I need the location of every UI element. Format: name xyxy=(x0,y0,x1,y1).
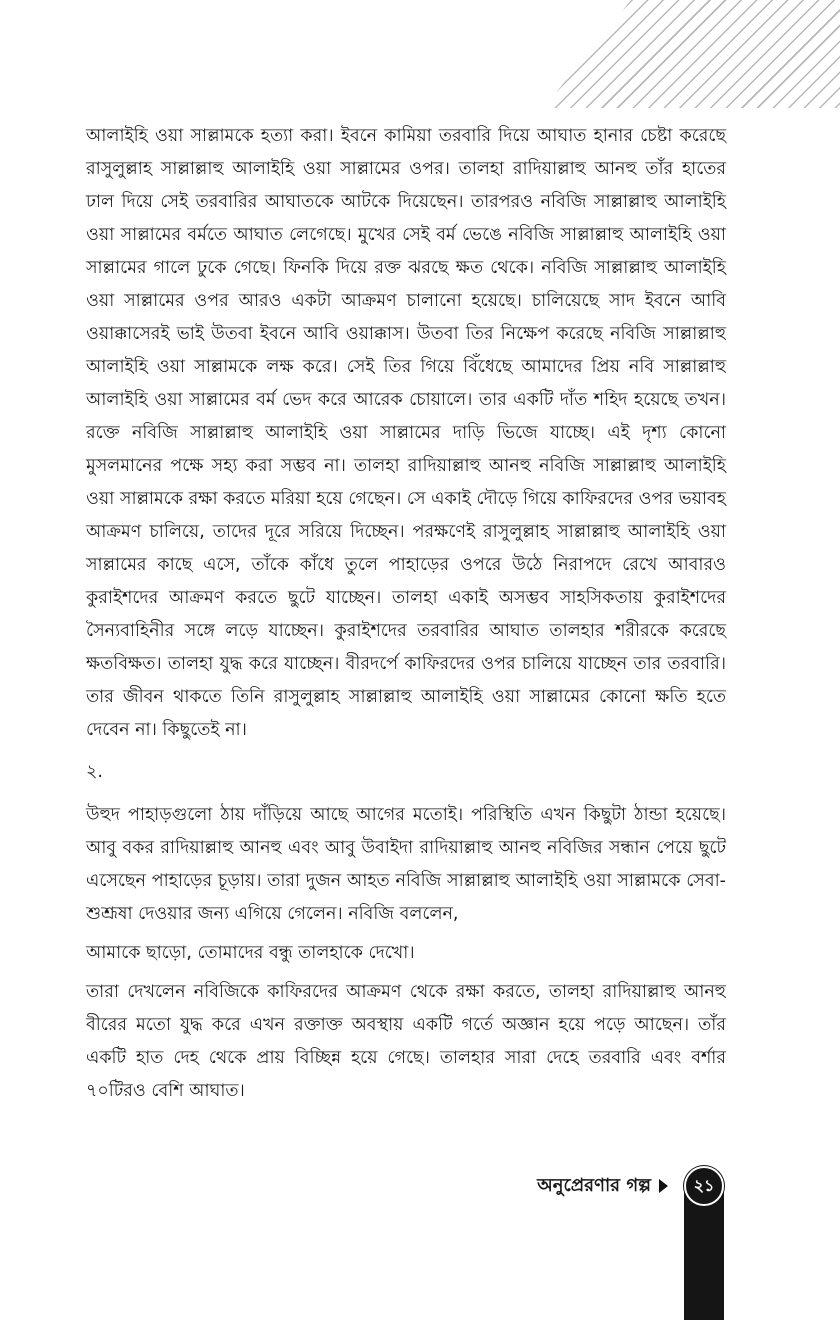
body-text xyxy=(86,120,726,1108)
triangle-right-icon xyxy=(659,1179,668,1193)
book-title: অনুপ্রেরণার গল্প xyxy=(537,1175,651,1196)
page-number: ২১ xyxy=(684,1166,724,1206)
section-number: ২. xyxy=(86,762,103,782)
paragraph: তারা দেখলেন নবিজিকে কাফিরদের আক্রমণ থেকে রক্ষা করতে, তালহা রাদিয়াল্লাহু আনহু বীরের মতো যুদ্ধ করে এখন রক্তাক্ত অবস্থায় একটি গর্তে অজ্ঞান হয়ে পড়ে আছেন। তাঁর একটি হাত দেহ থেকে প্রায় বিচ্ছিন্ন হয়ে গেছে। তালহার সারা দেহে তরবারি এবং বর্শার ৭০টিরও বেশি আঘাত। xyxy=(86,982,726,1101)
decorative-hatch-pattern xyxy=(460,0,840,108)
paragraph: আমাকে ছাড়ো, তোমাদের বন্ধু তালহাকে দেখো। xyxy=(86,943,415,963)
paragraph: আলাইহি ওয়া সাল্লামকে হত্যা করা। ইবনে কামিয়া তরবারি দিয়ে আঘাত হানার চেষ্টা করেছে রাসুলুল্লাহ সাল্লাল্লাহু আলাইহি ওয়া সাল্লামের ওপর। তালহা রাদিয়াল্লাহু আনহু তাঁর হাতের ঢাল দিয়ে সেই তরবারির আঘাতকে আটকে দিয়েছেন। তারপরও নবিজি সাল্লাল্লাহু আলাইহি ওয়া সাল্লামের বর্মতে আঘাত লেগেছে। মুখের সেই বর্ম ভেঙে নবিজি সাল্লাল্লাহু আলাইহি ওয়া সাল্লামের গালে ঢুকে গেছে। ফিনকি দিয়ে রক্ত ঝরছে ক্ষত থেকে। নবিজি সাল্লাল্লাহু আলাইহি ওয়া সাল্লামের ওপর আরও একটা আক্রমণ চালানো হয়েছে। চালিয়েছে সাদ ইবনে আবি ওয়াক্কাসেরই ভাই উতবা ইবনে আবি ওয়াক্কাস। উতবা তির নিক্ষেপ করেছে নবিজি সাল্লাল্লাহু আলাইহি ওয়া সাল্লামকে লক্ষ করে। সেই তির গিয়ে বিঁধেছে আমাদের প্রিয় নবি সাল্লাল্লাহু আলাইহি ওয়া সাল্লামের বর্ম ভেদ করে আরেক চোয়ালে। তার একটি দাঁত শহিদ হয়েছে তখন। রক্তে নবিজি সাল্লাল্লাহু আলাইহি ওয়া সাল্লামের দাড়ি ভিজে যাচ্ছে। এই দৃশ্য কোনো মুসলমানের পক্ষে সহ্য করা সম্ভব না। তালহা রাদিয়াল্লাহু আনহু নবিজি সাল্লাল্লাহু আলাইহি ওয়া সাল্লামকে রক্ষা করতে মরিয়া হয়ে গেছেন। সে একাই দৌড়ে গিয়ে কাফিরদের ওপর ভয়াবহ আক্রমণ চালিয়ে, তাদের দূরে সরিয়ে দিচ্ছেন। পরক্ষণেই রাসুলুল্লাহ সাল্লাল্লাহু আলাইহি ওয়া সাল্লামের কাছে এসে, তাঁকে কাঁধে তুলে পাহাড়ের ওপরে উঠে নিরাপদে রেখে আবারও কুরাইশদের আক্রমণ করতে ছুটে যাচ্ছেন। তালহা একাই অসম্ভব সাহসিকতায় কুরাইশদের সৈন্যবাহিনীর সঙ্গে লড়ে যাচ্ছেন। কুরাইশদের তরবারির আঘাত তালহার শরীরকে করেছে ক্ষতবিক্ষত। তালহা যুদ্ধ করে যাচ্ছেন। বীরদর্পে কাফিরদের ওপর চালিয়ে যাচ্ছেন তার তরবারি। তার জীবন থাকতে তিনি রাসুলুল্লাহ সাল্লাল্লাহু আলাইহি ওয়া সাল্লামের কোনো ক্ষতি হতে দেবেন না। কিছুতেই না। xyxy=(86,126,726,740)
paragraph: উহুদ পাহাড়গুলো ঠায় দাঁড়িয়ে আছে আগের মতোই। পরিস্থিতি এখন কিছুটা ঠান্ডা হয়েছে। আবু বকর রাদিয়াল্লাহু আনহু এবং আবু উবাইদা রাদিয়াল্লাহু আনহু নবিজির সন্ধান পেয়ে ছুটে এসেছেন পাহাড়ের চূড়ায়। তারা দুজন আহত নবিজি সাল্লাল্লাহু আলাইহি ওয়া সাল্লামকে সেবা-শুশ্রূষা দেওয়ার জন্য এগিয়ে গেলেন। নবিজি বললেন, xyxy=(86,805,726,924)
running-footer xyxy=(537,1166,668,1206)
